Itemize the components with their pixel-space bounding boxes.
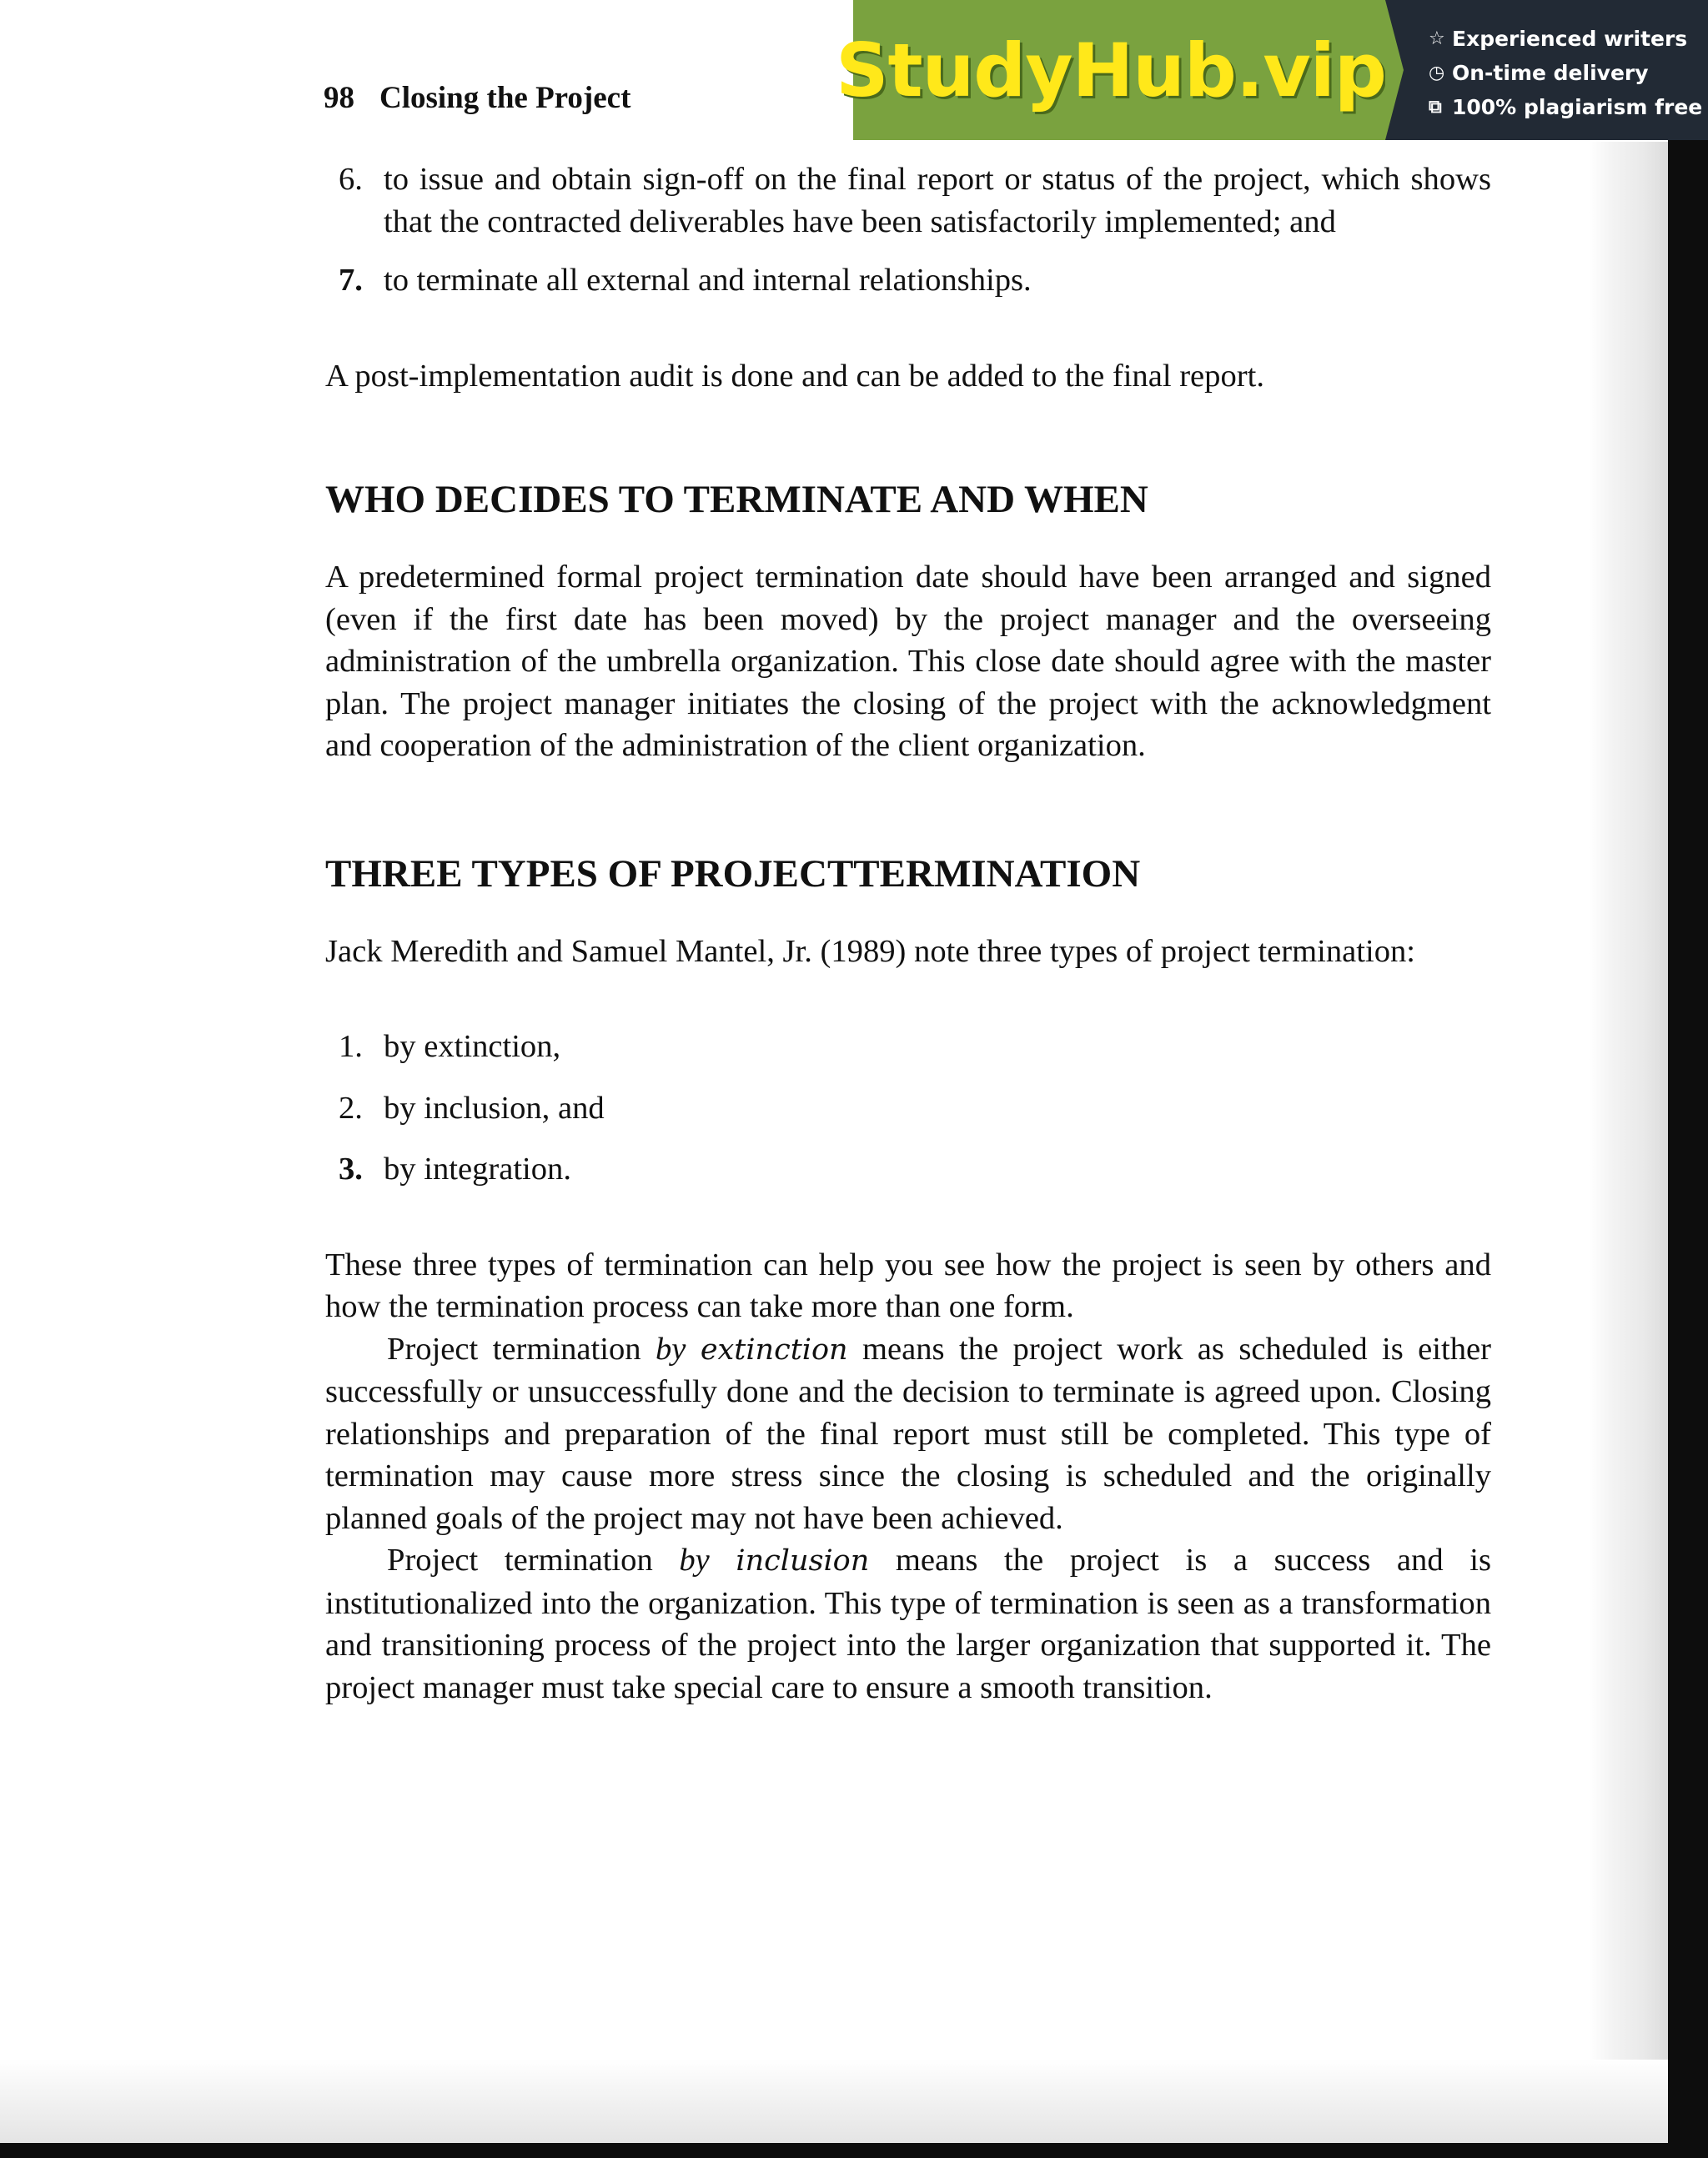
feature-on-time-delivery	[1429, 56, 1708, 90]
emphasis-by: by	[655, 1331, 686, 1367]
emphasis-by: by	[679, 1543, 710, 1578]
list-text: by inclusion, and	[384, 1090, 605, 1126]
page-bottom-shadow	[0, 2060, 1668, 2143]
para-rest: means the project is a success and is institutionalized into the organization. This type of termination is seen as a transformation and transitioning process of the project into the larger organization that supported it. The project manager must take special care to ensure a smooth transition.	[325, 1543, 1491, 1705]
paragraph: A predetermined formal project termination date should have been arranged and signed (even if the first date has been moved) by the project manager and the overseeing administration of the umbrella organization. This close date should agree with the master plan. The project manager initiates the closing of the project with the acknowledgment and cooperation of the administration of the client organization.	[325, 560, 1491, 763]
para-rest: means the project work as scheduled is either successfully or unsuccessfully done and the decision to terminate is agreed upon. Closing relationships and preparation of the final report must still be completed. This type of termination may cause more stress since the closing is scheduled and the originally planned goals of the project may not have been achieved.	[325, 1331, 1492, 1536]
para-lead: Project termination	[387, 1331, 641, 1367]
list-item	[325, 1148, 1491, 1191]
copy-icon: ⧉	[1429, 97, 1442, 118]
page-edge-shadow	[1589, 142, 1668, 2158]
feature-label: On-time delivery	[1452, 61, 1649, 85]
star-icon: ☆	[1429, 28, 1445, 49]
list-number: 7.	[339, 263, 363, 298]
list-number: 2.	[339, 1090, 363, 1126]
list-text: to terminate all external and internal relationships.	[384, 263, 1032, 298]
list-text: to issue and obtain sign-off on the final report or status of the project, which shows that the contracted deliverables have been satisfactorily implemented; and	[384, 162, 1491, 239]
list-number: 1.	[339, 1029, 363, 1064]
paragraph-inclusion	[325, 1539, 1491, 1709]
list-item	[325, 1087, 1491, 1130]
section-heading: THREE TYPES OF PROJECTTERMINATION	[325, 851, 1141, 896]
list-text: by integration.	[384, 1152, 571, 1187]
list-item	[325, 1026, 1491, 1068]
page-body	[325, 158, 1491, 1709]
paragraph-extinction	[325, 1328, 1491, 1540]
paragraph: Jack Meredith and Samuel Mantel, Jr. (1989) note three types of project termination:	[325, 933, 1416, 969]
list-item	[325, 259, 1491, 302]
paragraph: These three types of termination can help you see how the project is seen by others and how the termination process can take more than one form.	[325, 1247, 1491, 1324]
banner-brand-block[interactable]	[836, 0, 1386, 140]
running-header	[324, 80, 630, 116]
studyhub-banner[interactable]	[836, 0, 1708, 140]
para-lead: Project termination	[387, 1543, 653, 1578]
emphasis-term: inclusion	[736, 1544, 870, 1578]
page-number: 98	[324, 81, 354, 115]
scan-border-right	[1668, 133, 1708, 2158]
feature-plagiarism-free	[1429, 90, 1708, 124]
running-title: Closing the Project	[379, 81, 631, 115]
scan-border-bottom	[0, 2143, 1708, 2158]
list-number: 6.	[339, 162, 363, 197]
termination-types-list	[325, 1026, 1491, 1191]
clock-icon: ◷	[1429, 63, 1445, 83]
list-text: by extinction,	[384, 1029, 561, 1064]
list-number: 3.	[339, 1152, 363, 1187]
paragraph-audit: A post-implementation audit is done and can be added to the final report.	[325, 358, 1264, 394]
list-item	[325, 158, 1491, 243]
brand-logo[interactable]: StudyHub.vip	[836, 27, 1386, 113]
section-heading: WHO DECIDES TO TERMINATE AND WHEN	[325, 478, 1148, 521]
emphasis-term: extinction	[700, 1332, 848, 1367]
feature-experienced-writers	[1429, 22, 1708, 56]
feature-label: 100% plagiarism free	[1452, 95, 1703, 119]
feature-label: Experienced writers	[1452, 27, 1688, 51]
